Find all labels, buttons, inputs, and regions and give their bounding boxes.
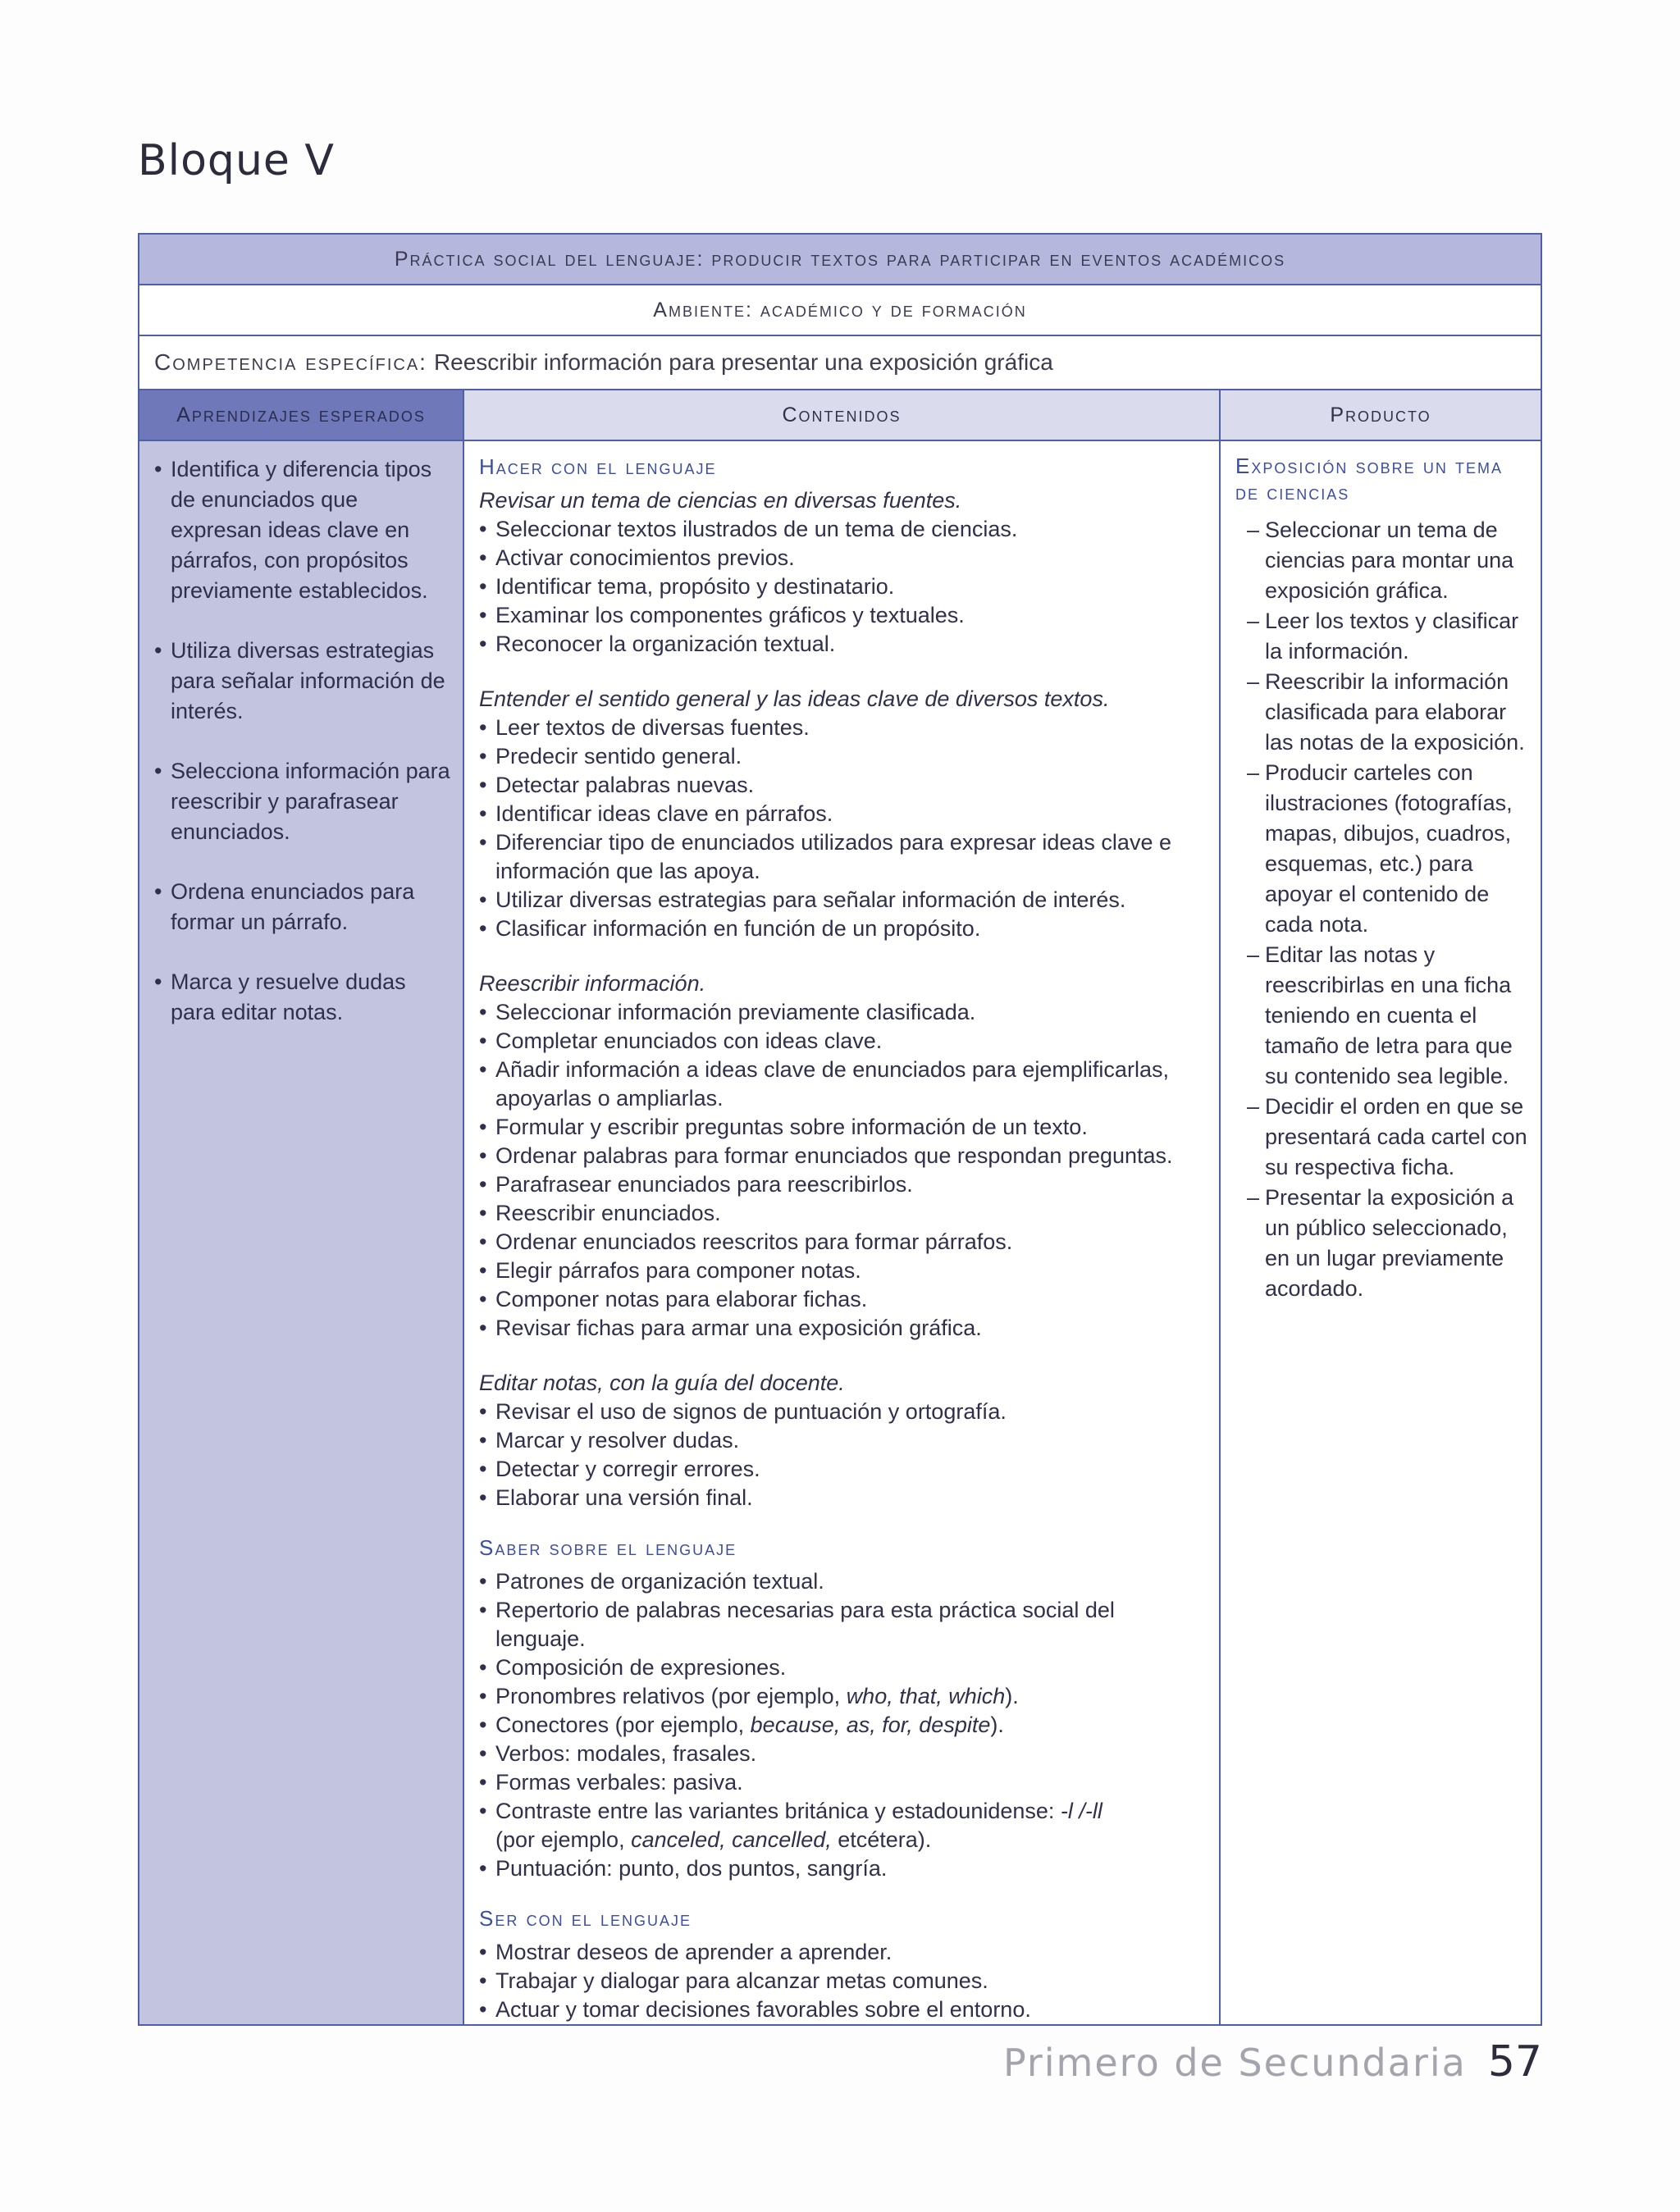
ser-section-title: Ser con el lenguaje: [479, 1906, 692, 1931]
group-subtitle: Reescribir información.: [479, 971, 706, 996]
list-item: – Presentar la exposición a un público seleccionado, en un lugar previamente acordado.: [1235, 1183, 1532, 1304]
group-subtitle: Editar notas, con la guía del docente.: [479, 1371, 845, 1395]
page-footer: [1003, 2037, 1542, 2087]
list-item: • Detectar y corregir errores.: [479, 1455, 1209, 1484]
producto-header: Producto: [1221, 390, 1541, 441]
list-item: • Actuar y tomar decisiones favorables sobre el entorno.: [479, 1995, 1209, 2024]
list-item: • Añadir información a ideas clave de enunciados para ejemplificarlas, apoyarlas o ampliarlas.: [479, 1056, 1209, 1113]
hacer-section-title: Hacer con el lenguaje: [479, 454, 717, 479]
aprendizajes-header: Aprendizajes esperados: [139, 390, 463, 441]
list-item: • Verbos: modales, frasales.: [479, 1740, 1209, 1768]
aprendizajes-body: [139, 441, 463, 2024]
list-item: • Repertorio de palabras necesarias para esta práctica social del lenguaje.: [479, 1596, 1209, 1653]
list-item: • Seleccionar información previamente clasificada.: [479, 998, 1209, 1027]
list-item: • Seleccionar textos ilustrados de un tema de ciencias.: [479, 515, 1209, 544]
list-item: • Selecciona información para reescribir y parafrasear enunciados.: [154, 756, 451, 847]
table-columns: [139, 390, 1541, 2024]
list-item: • Marca y resuelve dudas para editar notas.: [154, 967, 451, 1028]
list-item: • Diferenciar tipo de enunciados utilizados para expresar ideas clave e información que las apoya.: [479, 828, 1209, 886]
list-item: • Marcar y resolver dudas.: [479, 1426, 1209, 1455]
list-item: • Ordena enunciados para formar un párrafo.: [154, 877, 451, 937]
list-item: • Ordenar enunciados reescritos para formar párrafos.: [479, 1228, 1209, 1257]
list-item: • Componer notas para elaborar fichas.: [479, 1285, 1209, 1314]
aprendizajes-list: [154, 454, 451, 1028]
ambiente-row: Ambiente: académico y de formación: [139, 285, 1541, 336]
curriculum-table: [138, 233, 1542, 2026]
ser-list: [479, 1938, 1209, 2024]
item-text: ).: [990, 1713, 1004, 1737]
list-item: – Editar las notas y reescribirlas en una ficha teniendo en cuenta el tamaño de letra para que su contenido sea legible.: [1235, 940, 1532, 1092]
contenidos-header: Contenidos: [464, 390, 1219, 441]
group-list: [479, 998, 1209, 1343]
item-text: Contraste entre las variantes británica y estadounidense:: [495, 1799, 1061, 1823]
producto-title: Exposición sobre un tema de ciencias: [1235, 454, 1504, 504]
group-list: [479, 1398, 1209, 1512]
producto-list: [1235, 515, 1532, 1304]
list-item: • Composición de expresiones.: [479, 1653, 1209, 1682]
item-emphasis: because, as, for, despite: [750, 1713, 991, 1737]
producto-column: [1221, 390, 1541, 2024]
list-item: • Elegir párrafos para componer notas.: [479, 1257, 1209, 1285]
item-text: Conectores (por ejemplo,: [495, 1713, 751, 1737]
list-item: • Completar enunciados con ideas clave.: [479, 1027, 1209, 1056]
list-item: • Formas verbales: pasiva.: [479, 1768, 1209, 1797]
list-item: – Leer los textos y clasificar la información.: [1235, 606, 1532, 667]
list-item: [479, 1711, 1209, 1740]
list-item: • Identificar ideas clave en párrafos.: [479, 800, 1209, 828]
list-item: • Puntuación: punto, dos puntos, sangría.: [479, 1854, 1209, 1883]
item-text: (por ejemplo,: [495, 1827, 632, 1852]
group-subtitle: Entender el sentido general y las ideas clave de diversos textos.: [479, 686, 1110, 711]
group-list: [479, 515, 1209, 659]
list-item: • Examinar los componentes gráficos y textuales.: [479, 601, 1209, 630]
saber-section-title: Saber sobre el lenguaje: [479, 1535, 737, 1560]
list-item: • Revisar el uso de signos de puntuación y ortografía.: [479, 1398, 1209, 1426]
list-item: • Mostrar deseos de aprender a aprender.: [479, 1938, 1209, 1967]
list-item: • Elaborar una versión final.: [479, 1484, 1209, 1512]
list-item: • Ordenar palabras para formar enunciados que respondan preguntas.: [479, 1142, 1209, 1170]
list-item: • Utiliza diversas estrategias para señalar información de interés.: [154, 636, 451, 727]
competencia-text: Reescribir información para presentar una exposición gráfica: [433, 349, 1053, 375]
saber-list: [479, 1567, 1209, 1883]
group-subtitle: Revisar un tema de ciencias en diversas fuentes.: [479, 488, 962, 513]
list-item: [479, 1797, 1209, 1854]
list-item: • Parafrasear enunciados para reescribirlos.: [479, 1170, 1209, 1199]
item-emphasis: who, that, which: [846, 1684, 1006, 1708]
page-number: 57: [1487, 2037, 1542, 2087]
list-item: • Activar conocimientos previos.: [479, 544, 1209, 572]
item-text: etcétera).: [831, 1827, 932, 1852]
list-item: • Identifica y diferencia tipos de enunciados que expresan ideas clave en párrafos, con propósitos previamente establecidos.: [154, 454, 451, 606]
item-emphasis: canceled, cancelled,: [631, 1827, 832, 1852]
list-item: • Predecir sentido general.: [479, 742, 1209, 771]
list-item: • Formular y escribir preguntas sobre información de un texto.: [479, 1113, 1209, 1142]
list-item: • Revisar fichas para armar una exposición gráfica.: [479, 1314, 1209, 1343]
list-item: [479, 1682, 1209, 1711]
competencia-row: [139, 336, 1541, 390]
item-text: ).: [1005, 1684, 1019, 1708]
practica-social-row: Práctica social del lenguaje: producir textos para participar en eventos académicos: [139, 235, 1541, 285]
list-item: – Reescribir la información clasificada para elaborar las notas de la exposición.: [1235, 667, 1532, 758]
list-item: – Decidir el orden en que se presentará cada cartel con su respectiva ficha.: [1235, 1092, 1532, 1183]
item-text: Pronombres relativos (por ejemplo,: [495, 1684, 847, 1708]
page-title: Bloque V: [138, 136, 335, 185]
list-item: • Patrones de organización textual.: [479, 1567, 1209, 1596]
contenidos-body: [464, 441, 1219, 2024]
list-item: • Trabajar y dialogar para alcanzar metas comunes.: [479, 1967, 1209, 1995]
list-item: – Producir carteles con ilustraciones (fotografías, mapas, dibujos, cuadros, esquemas, etc.) para apoyar el contenido de cada nota.: [1235, 758, 1532, 940]
list-item: • Utilizar diversas estrategias para señalar información de interés.: [479, 886, 1209, 914]
list-item: • Reconocer la organización textual.: [479, 630, 1209, 659]
contenidos-column: [464, 390, 1221, 2024]
footer-text: Primero de Secundaria: [1002, 2041, 1467, 2085]
aprendizajes-column: [139, 390, 464, 2024]
list-item: • Detectar palabras nuevas.: [479, 771, 1209, 800]
list-item: • Leer textos de diversas fuentes.: [479, 714, 1209, 742]
item-emphasis: -l /-ll: [1060, 1799, 1102, 1823]
group-list: [479, 714, 1209, 943]
competencia-label: Competencia específica:: [154, 349, 427, 375]
list-item: • Identificar tema, propósito y destinatario.: [479, 572, 1209, 601]
list-item: • Reescribir enunciados.: [479, 1199, 1209, 1228]
producto-body: [1221, 441, 1541, 2024]
list-item: – Seleccionar un tema de ciencias para montar una exposición gráfica.: [1235, 515, 1532, 606]
list-item: • Clasificar información en función de un propósito.: [479, 914, 1209, 943]
